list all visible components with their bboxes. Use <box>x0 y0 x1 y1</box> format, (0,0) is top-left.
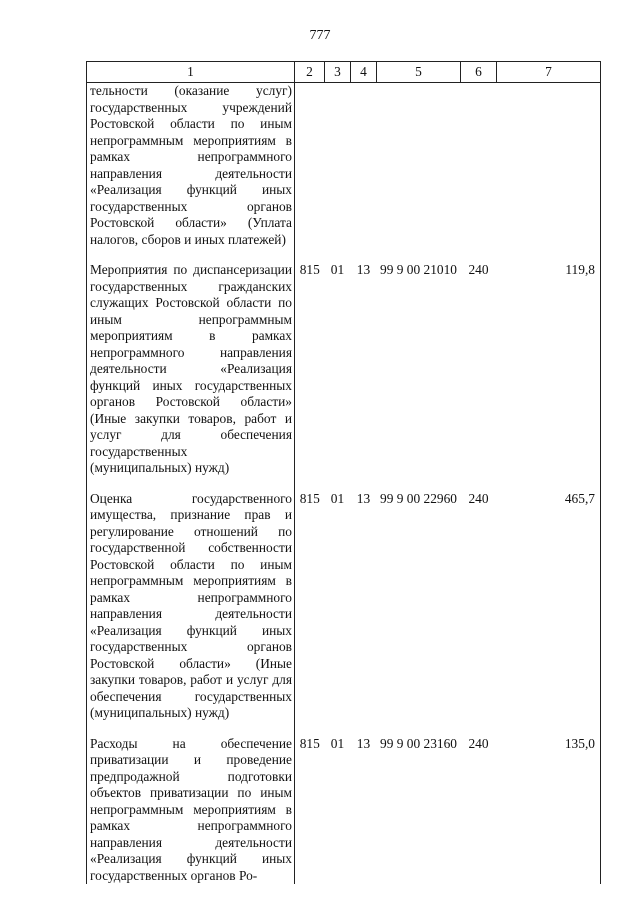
cell-amount <box>497 83 601 249</box>
row-description: Оценка государственного имущества, признание прав и регулирование отношений по государственной собственности Ростовской области по иным непрограммным мероприятиям в рамках непрограммного направления деятельности «Реализация функций иных государственных органов Ростовской области» (Иные закупки товаров, работ и услуг для обеспечения государственных (муниципальных) нужд) <box>87 491 295 722</box>
row-description: тельности (оказание услуг) государственных учреждений Ростовской области по иным непрограммным мероприятиям в рамках непрограммного направления деятельности «Реализация функций иных государственных органов Ростовской области» (Уплата налогов, сборов и иных платежей) <box>87 83 295 249</box>
cell-section-code: 01 <box>330 262 345 277</box>
cell-amount: 465,7 <box>497 491 601 722</box>
cell-section-code: 01 <box>330 735 345 751</box>
table-row <box>87 491 601 722</box>
table-row <box>87 262 601 477</box>
column-header-3: 3 <box>325 62 351 83</box>
header-row <box>87 62 601 83</box>
column-header-7: 7 <box>497 62 601 83</box>
budget-table <box>86 61 601 884</box>
cell-ministry-code: 815 <box>299 490 320 506</box>
cell-amount: 135,0 <box>497 736 601 885</box>
column-header-6: 6 <box>461 62 497 83</box>
table-row <box>87 736 601 885</box>
column-header-5: 5 <box>377 62 461 83</box>
cell-ministry-code <box>295 83 325 249</box>
cell-ministry-code: 815 <box>299 735 320 751</box>
cell-target-item: 99 9 00 22960 <box>380 490 457 506</box>
cell-expense-type <box>461 83 497 249</box>
column-header-1: 1 <box>87 62 295 83</box>
row-description: Мероприятия по диспансеризации государственных гражданских служащих Ростовской области по иным непрограммным мероприятиям в рамках непрограммного направления деятельности «Реализация функций иных государственных органов Ростовской области» (Иные закупки товаров, работ и услуг для обеспечения государственных (муниципальных) нужд) <box>87 262 295 477</box>
cell-target-item: 99 9 00 23160 <box>380 735 457 751</box>
row-description: Расходы на обеспечение приватизации и проведение предпродажной подготовки объектов приватизации по иным непрограммным мероприятиям в рамках непрограммного направления деятельности «Реализация функций иных государственных органов Ро- <box>87 736 295 885</box>
cell-subsection-code: 13 <box>356 490 371 506</box>
cell-amount: 119,8 <box>497 262 601 477</box>
cell-expense-type: 240 <box>468 262 489 277</box>
page-number: 777 <box>309 28 331 43</box>
cell-target-item: 99 9 00 21010 <box>380 262 457 277</box>
cell-expense-type: 240 <box>468 735 489 751</box>
cell-section-code <box>325 83 351 249</box>
column-header-4: 4 <box>351 62 377 83</box>
column-header-2: 2 <box>295 62 325 83</box>
cell-subsection-code: 13 <box>356 735 371 751</box>
cell-ministry-code: 815 <box>299 262 320 277</box>
cell-expense-type: 240 <box>468 490 489 506</box>
table-row <box>87 83 601 249</box>
cell-target-item <box>377 83 461 249</box>
cell-subsection-code <box>351 83 377 249</box>
cell-section-code: 01 <box>330 490 345 506</box>
cell-subsection-code: 13 <box>356 262 371 277</box>
